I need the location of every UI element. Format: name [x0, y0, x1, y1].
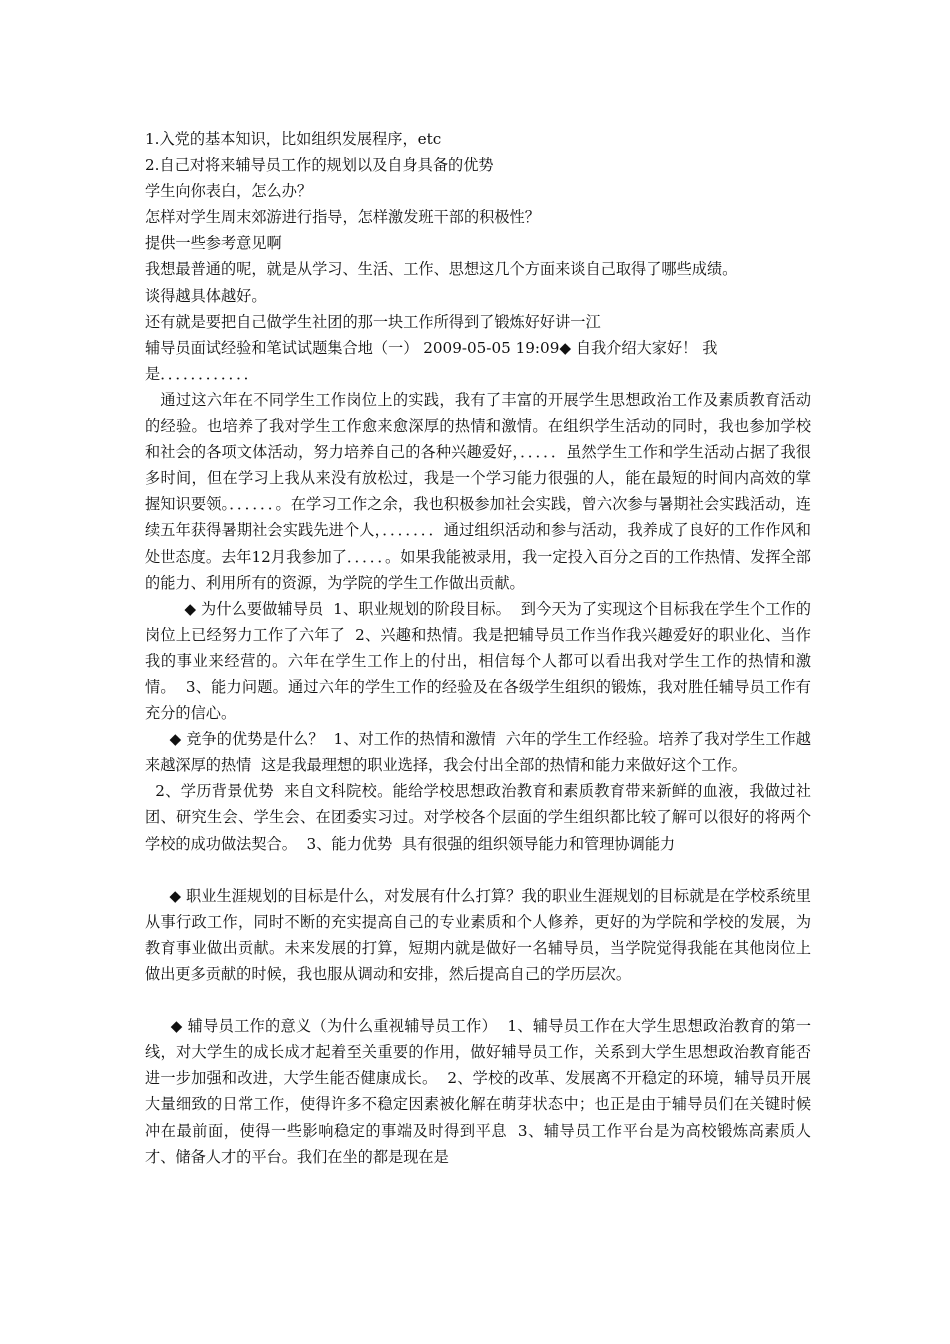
- text-line: 2.自己对将来辅导员工作的规划以及自身具备的优势: [145, 156, 494, 175]
- paragraph-background: 2、学历背景优势 来自文科院校。能给学校思想政治教育和素质教育带来新鲜的血液，我做过社团、研究生会、学生会、在团委实习过。对学校各个层面的学生组织都比较了解可以很好的将两个学校的成功做法契合。 3、能力优势 具有很强的组织领导能力和管理协调能力: [145, 782, 811, 853]
- paragraph-advantages: ◆ 竞争的优势是什么？ 1、对工作的热情和激情 六年的学生工作经验。培养了我对学生工作越来越深厚的热情 这是我最理想的职业选择，我会付出全部的热情和能力来做好这个工作。: [145, 730, 811, 775]
- text-line: 提供一些参考意见啊: [145, 234, 282, 253]
- paragraph-significance: ◆ 辅导员工作的意义（为什么重视辅导员工作） 1、辅导员工作在大学生思想政治教育的第一线，对大学生的成长成才起着至关重要的作用，做好辅导员工作，关系到大学生思想政治教育能否进一步加强和改进，大学生能否健康成长。 2、学校的改革、发展离不开稳定的环境，辅导员开展大量细致的日常工作，使得许多不稳定因素被化解在萌芽状态中；也正是由于辅导员们在关键时候冲在最前面，使得一些影响稳定的事端及时得到平息 3、辅导员工作平台是为高校锻炼高素质人才、储备人才的平台。我们在坐的都是现在是: [145, 1017, 812, 1166]
- paragraph-self-intro: 通过这六年在不同学生工作岗位上的实践，我有了丰富的开展学生思想政治工作及素质教育活动的经验。也培养了我对学生工作愈来愈深厚的热情和激情。在组织学生活动的同时，我也参加学校和社会的各项文体活动，努力培养自己的各种兴趣爱好，．．．．．虽然学生工作和学生活动占据了我很多时间，但在学习上我从来没有放松过，我是一个学习能力很强的人，能在最短的时间内高效的掌握知识要领。．．．．．．。在学习工作之余，我也积极参加社会实践，曾六次参与暑期社会实践活动，连续五年获得暑期社会实践先进个人，．．．．．．．通过组织活动和参与活动，我养成了良好的工作作风和处世态度。去年12月我参加了．．．．．。如果我能被录用，我一定投入百分之百的工作热情、发挥全部的能力、利用所有的资源，为学院的学生工作做出贡献。: [145, 390, 812, 592]
- text-line: 还有就是要把自己做学生社团的那一块工作所得到了锻炼好好讲一江: [145, 312, 601, 331]
- document-page: [145, 126, 811, 1170]
- text-line: 我想最普通的呢，就是从学习、生活、工作、思想这几个方面来谈自己取得了哪些成绩。: [145, 260, 738, 279]
- paragraph-career-plan: ◆ 职业生涯规划的目标是什么，对发展有什么打算？我的职业生涯规划的目标就是在学校系统里从事行政工作，同时不断的充实提高自己的专业素质和个人修养，更好的为学院和学校的发展，为教育事业做出贡献。未来发展的打算，短期内就是做好一名辅导员，当学院觉得我能在其他岗位上做出更多贡献的时候，我也服从调动和安排，然后提高自己的学历层次。: [145, 886, 811, 983]
- text-line: 是．．．．．．．．．．．．: [145, 364, 259, 383]
- text-line: 学生向你表白，怎么办？: [145, 182, 313, 201]
- text-line: 辅导员面试经验和笔试试题集合地（一） 2009-05-05 19:09◆ 自我介绍大家好！ 我: [145, 338, 718, 357]
- blank-line: [145, 987, 811, 1013]
- paragraph-why-counselor: ◆ 为什么要做辅导员 1、职业规划的阶段目标。 到今天为了实现这个目标我在学生个工作的岗位上已经努力工作了六年了 2、兴趣和热情。我是把辅导员工作当作我兴趣爱好的职业化、当作我的事业来经营的。六年在学生工作上的付出，相信每个人都可以看出我对学生工作的热情和激情。 3、能力问题。通过六年的学生工作的经验及在各级学生组织的锻炼，我对胜任辅导员工作有充分的信心。: [145, 599, 811, 723]
- blank-line: [145, 857, 811, 883]
- text-line: 谈得越具体越好。: [145, 286, 267, 305]
- text-line: 怎样对学生周末郊游进行指导，怎样激发班干部的积极性？: [145, 208, 540, 227]
- text-line: 1.入党的基本知识，比如组织发展程序，etc: [145, 130, 442, 148]
